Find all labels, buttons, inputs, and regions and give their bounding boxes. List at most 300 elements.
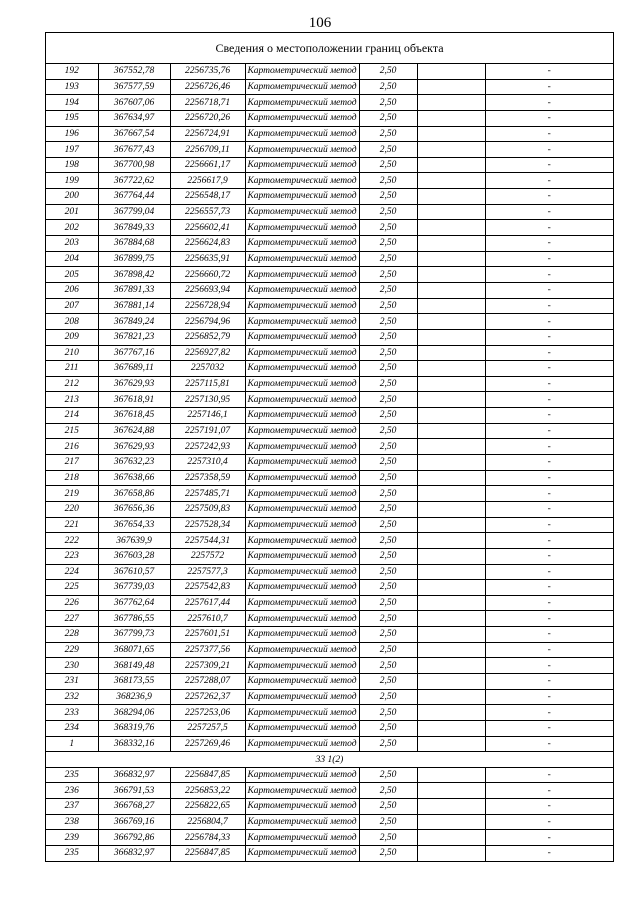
table-row <box>46 79 613 95</box>
cell-extra <box>417 658 485 674</box>
cell-method: Картометрический метод <box>245 517 359 533</box>
table-row <box>46 455 613 471</box>
table-row <box>46 642 613 658</box>
cell-x-coordinate: 367624,88 <box>98 423 170 439</box>
cell-x-coordinate: 367632,23 <box>98 455 170 471</box>
cell-y-coordinate: 2257191,07 <box>170 423 245 439</box>
cell-point-number: 210 <box>46 345 98 361</box>
cell-precision: 2,50 <box>359 627 417 643</box>
cell-method: Картометрический метод <box>245 799 359 815</box>
cell-x-coordinate: 366832,97 <box>98 767 170 783</box>
cell-method: Картометрический метод <box>245 548 359 564</box>
cell-precision: 2,50 <box>359 79 417 95</box>
cell-precision: 2,50 <box>359 689 417 705</box>
cell-y-coordinate: 2256822,65 <box>170 799 245 815</box>
cell-extra <box>417 267 485 283</box>
cell-precision: 2,50 <box>359 345 417 361</box>
cell-x-coordinate: 367629,93 <box>98 376 170 392</box>
cell-note: - <box>485 189 613 205</box>
cell-extra <box>417 548 485 564</box>
cell-x-coordinate: 367656,36 <box>98 501 170 517</box>
table-row <box>46 783 613 799</box>
cell-x-coordinate: 367764,44 <box>98 189 170 205</box>
table-row <box>46 236 613 252</box>
cell-precision: 2,50 <box>359 329 417 345</box>
cell-y-coordinate: 2257262,37 <box>170 689 245 705</box>
cell-extra <box>417 236 485 252</box>
cell-note: - <box>485 767 613 783</box>
cell-y-coordinate: 2257257,5 <box>170 720 245 736</box>
cell-y-coordinate: 2257544,31 <box>170 533 245 549</box>
cell-method: Картометрический метод <box>245 611 359 627</box>
cell-point-number: 193 <box>46 79 98 95</box>
cell-note: - <box>485 580 613 596</box>
cell-y-coordinate: 2257617,44 <box>170 595 245 611</box>
cell-x-coordinate: 366769,16 <box>98 814 170 830</box>
section-row <box>46 752 613 768</box>
cell-x-coordinate: 367849,33 <box>98 220 170 236</box>
cell-precision: 2,50 <box>359 564 417 580</box>
cell-method: Картометрический метод <box>245 627 359 643</box>
cell-point-number: 195 <box>46 110 98 126</box>
cell-y-coordinate: 2257309,21 <box>170 658 245 674</box>
cell-point-number: 226 <box>46 595 98 611</box>
cell-method: Картометрический метод <box>245 314 359 330</box>
cell-note: - <box>485 486 613 502</box>
table-row <box>46 470 613 486</box>
cell-method: Картометрический метод <box>245 705 359 721</box>
table-row <box>46 580 613 596</box>
cell-extra <box>417 799 485 815</box>
cell-note: - <box>485 110 613 126</box>
cell-method: Картометрический метод <box>245 329 359 345</box>
cell-note: - <box>485 142 613 158</box>
table-row <box>46 846 613 861</box>
cell-x-coordinate: 367898,42 <box>98 267 170 283</box>
cell-method: Картометрический метод <box>245 345 359 361</box>
table-row <box>46 517 613 533</box>
cell-extra <box>417 673 485 689</box>
cell-extra <box>417 455 485 471</box>
table-row <box>46 501 613 517</box>
cell-precision: 2,50 <box>359 157 417 173</box>
cell-note: - <box>485 736 613 752</box>
cell-point-number: 219 <box>46 486 98 502</box>
cell-note: - <box>485 236 613 252</box>
cell-y-coordinate: 2257509,83 <box>170 501 245 517</box>
cell-extra <box>417 611 485 627</box>
cell-note: - <box>485 314 613 330</box>
cell-point-number: 217 <box>46 455 98 471</box>
table-row <box>46 189 613 205</box>
cell-extra <box>417 846 485 861</box>
cell-x-coordinate: 368332,16 <box>98 736 170 752</box>
cell-precision: 2,50 <box>359 267 417 283</box>
cell-x-coordinate: 367767,16 <box>98 345 170 361</box>
cell-x-coordinate: 367799,04 <box>98 204 170 220</box>
cell-point-number: 221 <box>46 517 98 533</box>
table-row <box>46 126 613 142</box>
cell-method: Картометрический метод <box>245 157 359 173</box>
cell-extra <box>417 110 485 126</box>
cell-note: - <box>485 658 613 674</box>
cell-y-coordinate: 2256693,94 <box>170 282 245 298</box>
cell-y-coordinate: 2257485,71 <box>170 486 245 502</box>
cell-method: Картометрический метод <box>245 673 359 689</box>
cell-point-number: 214 <box>46 408 98 424</box>
cell-precision: 2,50 <box>359 830 417 846</box>
table-row <box>46 814 613 830</box>
cell-x-coordinate: 368149,48 <box>98 658 170 674</box>
cell-y-coordinate: 2256852,79 <box>170 329 245 345</box>
cell-y-coordinate: 2256847,85 <box>170 846 245 861</box>
cell-method: Картометрический метод <box>245 423 359 439</box>
cell-y-coordinate: 2257358,59 <box>170 470 245 486</box>
cell-point-number: 206 <box>46 282 98 298</box>
cell-y-coordinate: 2257146,1 <box>170 408 245 424</box>
cell-y-coordinate: 2256718,71 <box>170 95 245 111</box>
cell-method: Картометрический метод <box>245 564 359 580</box>
cell-point-number: 1 <box>46 736 98 752</box>
cell-x-coordinate: 367762,64 <box>98 595 170 611</box>
cell-x-coordinate: 367821,23 <box>98 329 170 345</box>
cell-x-coordinate: 367552,78 <box>98 64 170 79</box>
cell-extra <box>417 298 485 314</box>
cell-extra <box>417 814 485 830</box>
cell-method: Картометрический метод <box>245 486 359 502</box>
cell-x-coordinate: 367618,91 <box>98 392 170 408</box>
cell-point-number: 204 <box>46 251 98 267</box>
table-row <box>46 658 613 674</box>
cell-note: - <box>485 95 613 111</box>
cell-precision: 2,50 <box>359 95 417 111</box>
cell-y-coordinate: 2256720,26 <box>170 110 245 126</box>
table-row <box>46 282 613 298</box>
cell-extra <box>417 595 485 611</box>
cell-method: Картометрический метод <box>245 189 359 205</box>
cell-method: Картометрический метод <box>245 439 359 455</box>
cell-y-coordinate: 2256804,7 <box>170 814 245 830</box>
cell-note: - <box>485 501 613 517</box>
cell-point-number: 198 <box>46 157 98 173</box>
cell-method: Картометрический метод <box>245 95 359 111</box>
cell-y-coordinate: 2257542,83 <box>170 580 245 596</box>
cell-note: - <box>485 846 613 861</box>
cell-x-coordinate: 368173,55 <box>98 673 170 689</box>
cell-extra <box>417 314 485 330</box>
table-row <box>46 673 613 689</box>
cell-point-number: 208 <box>46 314 98 330</box>
cell-method: Картометрический метод <box>245 79 359 95</box>
cell-precision: 2,50 <box>359 376 417 392</box>
cell-point-number: 220 <box>46 501 98 517</box>
table-title: Сведения о местоположении границ объекта <box>46 33 613 64</box>
cell-note: - <box>485 392 613 408</box>
table-row <box>46 830 613 846</box>
cell-extra <box>417 767 485 783</box>
cell-x-coordinate: 367629,93 <box>98 439 170 455</box>
cell-precision: 2,50 <box>359 314 417 330</box>
cell-note: - <box>485 455 613 471</box>
cell-note: - <box>485 251 613 267</box>
cell-precision: 2,50 <box>359 408 417 424</box>
cell-precision: 2,50 <box>359 705 417 721</box>
cell-extra <box>417 689 485 705</box>
cell-precision: 2,50 <box>359 736 417 752</box>
cell-note: - <box>485 470 613 486</box>
cell-extra <box>417 204 485 220</box>
cell-method: Картометрический метод <box>245 658 359 674</box>
cell-point-number: 238 <box>46 814 98 830</box>
cell-y-coordinate: 2256617,9 <box>170 173 245 189</box>
cell-x-coordinate: 367577,59 <box>98 79 170 95</box>
cell-note: - <box>485 814 613 830</box>
cell-method: Картометрический метод <box>245 580 359 596</box>
cell-y-coordinate: 2257601,51 <box>170 627 245 643</box>
cell-method: Картометрический метод <box>245 501 359 517</box>
cell-point-number: 235 <box>46 767 98 783</box>
cell-point-number: 237 <box>46 799 98 815</box>
cell-y-coordinate: 2256794,96 <box>170 314 245 330</box>
table-row <box>46 361 613 377</box>
cell-y-coordinate: 2256724,91 <box>170 126 245 142</box>
cell-y-coordinate: 2257253,06 <box>170 705 245 721</box>
cell-note: - <box>485 298 613 314</box>
cell-precision: 2,50 <box>359 298 417 314</box>
cell-precision: 2,50 <box>359 533 417 549</box>
cell-method: Картометрический метод <box>245 736 359 752</box>
cell-precision: 2,50 <box>359 611 417 627</box>
cell-y-coordinate: 2256602,41 <box>170 220 245 236</box>
cell-x-coordinate: 367607,06 <box>98 95 170 111</box>
cell-method: Картометрический метод <box>245 408 359 424</box>
cell-method: Картометрический метод <box>245 251 359 267</box>
table-row <box>46 173 613 189</box>
cell-note: - <box>485 423 613 439</box>
cell-y-coordinate: 2257310,4 <box>170 455 245 471</box>
cell-point-number: 228 <box>46 627 98 643</box>
table-row <box>46 64 613 79</box>
cell-extra <box>417 486 485 502</box>
cell-extra <box>417 642 485 658</box>
cell-point-number: 205 <box>46 267 98 283</box>
cell-y-coordinate: 2256784,33 <box>170 830 245 846</box>
cell-method: Картометрический метод <box>245 846 359 861</box>
cell-precision: 2,50 <box>359 595 417 611</box>
cell-precision: 2,50 <box>359 658 417 674</box>
cell-point-number: 225 <box>46 580 98 596</box>
cell-precision: 2,50 <box>359 220 417 236</box>
cell-extra <box>417 173 485 189</box>
cell-point-number: 232 <box>46 689 98 705</box>
cell-y-coordinate: 2256661,17 <box>170 157 245 173</box>
cell-y-coordinate: 2257288,07 <box>170 673 245 689</box>
cell-precision: 2,50 <box>359 173 417 189</box>
cell-note: - <box>485 439 613 455</box>
cell-extra <box>417 423 485 439</box>
table-row <box>46 298 613 314</box>
cell-note: - <box>485 126 613 142</box>
table-row <box>46 376 613 392</box>
cell-method: Картометрический метод <box>245 595 359 611</box>
cell-extra <box>417 345 485 361</box>
cell-point-number: 197 <box>46 142 98 158</box>
cell-note: - <box>485 220 613 236</box>
cell-point-number: 196 <box>46 126 98 142</box>
cell-point-number: 239 <box>46 830 98 846</box>
cell-method: Картометрический метод <box>245 220 359 236</box>
cell-extra <box>417 95 485 111</box>
table-row <box>46 627 613 643</box>
table-row <box>46 689 613 705</box>
cell-extra <box>417 830 485 846</box>
cell-point-number: 216 <box>46 439 98 455</box>
cell-x-coordinate: 367722,62 <box>98 173 170 189</box>
cell-precision: 2,50 <box>359 799 417 815</box>
table-row <box>46 564 613 580</box>
table-row <box>46 736 613 752</box>
cell-x-coordinate: 367849,24 <box>98 314 170 330</box>
cell-extra <box>417 220 485 236</box>
cell-point-number: 234 <box>46 720 98 736</box>
cell-method: Картометрический метод <box>245 142 359 158</box>
cell-point-number: 209 <box>46 329 98 345</box>
table-row <box>46 110 613 126</box>
cell-x-coordinate: 367603,28 <box>98 548 170 564</box>
cell-y-coordinate: 2257377,56 <box>170 642 245 658</box>
table-row <box>46 267 613 283</box>
cell-method: Картометрический метод <box>245 392 359 408</box>
cell-extra <box>417 705 485 721</box>
cell-note: - <box>485 830 613 846</box>
cell-method: Картометрический метод <box>245 236 359 252</box>
cell-y-coordinate: 2257577,3 <box>170 564 245 580</box>
cell-method: Картометрический метод <box>245 298 359 314</box>
cell-point-number: 211 <box>46 361 98 377</box>
table-row <box>46 251 613 267</box>
cell-method: Картометрический метод <box>245 204 359 220</box>
cell-precision: 2,50 <box>359 142 417 158</box>
cell-method: Картометрический метод <box>245 720 359 736</box>
cell-method: Картометрический метод <box>245 110 359 126</box>
cell-x-coordinate: 367658,86 <box>98 486 170 502</box>
cell-method: Картометрический метод <box>245 642 359 658</box>
page-number: 106 <box>308 15 332 31</box>
cell-x-coordinate: 367689,11 <box>98 361 170 377</box>
cell-point-number: 202 <box>46 220 98 236</box>
cell-x-coordinate: 367891,33 <box>98 282 170 298</box>
cell-x-coordinate: 368071,65 <box>98 642 170 658</box>
cell-note: - <box>485 79 613 95</box>
cell-method: Картометрический метод <box>245 173 359 189</box>
cell-y-coordinate: 2257610,7 <box>170 611 245 627</box>
cell-y-coordinate: 2256728,94 <box>170 298 245 314</box>
cell-x-coordinate: 366791,53 <box>98 783 170 799</box>
cell-x-coordinate: 368294,06 <box>98 705 170 721</box>
cell-note: - <box>485 689 613 705</box>
cell-extra <box>417 282 485 298</box>
cell-point-number: 213 <box>46 392 98 408</box>
cell-precision: 2,50 <box>359 846 417 861</box>
cell-y-coordinate: 2256726,46 <box>170 79 245 95</box>
cell-precision: 2,50 <box>359 236 417 252</box>
cell-extra <box>417 783 485 799</box>
cell-precision: 2,50 <box>359 673 417 689</box>
cell-extra <box>417 564 485 580</box>
cell-y-coordinate: 2257528,34 <box>170 517 245 533</box>
cell-method: Картометрический метод <box>245 282 359 298</box>
table-row <box>46 533 613 549</box>
cell-x-coordinate: 367799,73 <box>98 627 170 643</box>
cell-extra <box>417 408 485 424</box>
cell-point-number: 231 <box>46 673 98 689</box>
cell-method: Картометрический метод <box>245 376 359 392</box>
cell-precision: 2,50 <box>359 361 417 377</box>
cell-method: Картометрический метод <box>245 470 359 486</box>
cell-precision: 2,50 <box>359 189 417 205</box>
cell-y-coordinate: 2256624,83 <box>170 236 245 252</box>
cell-precision: 2,50 <box>359 204 417 220</box>
cell-precision: 2,50 <box>359 486 417 502</box>
cell-point-number: 235 <box>64 848 79 859</box>
cell-extra <box>417 329 485 345</box>
cell-method: Картометрический метод <box>245 814 359 830</box>
cell-x-coordinate: 367638,66 <box>98 470 170 486</box>
cell-note: - <box>485 548 613 564</box>
cell-note: - <box>485 799 613 815</box>
cell-method: Картометрический метод <box>245 126 359 142</box>
cell-y-coordinate: 2256635,91 <box>170 251 245 267</box>
table-row <box>46 392 613 408</box>
cell-x-coordinate: 367618,45 <box>98 408 170 424</box>
cell-precision: 2,50 <box>359 439 417 455</box>
table-row <box>46 142 613 158</box>
table-row <box>46 548 613 564</box>
cell-precision: 2,50 <box>359 517 417 533</box>
cell-precision: 2,50 <box>359 720 417 736</box>
cell-precision: 2,50 <box>359 814 417 830</box>
cell-extra <box>417 79 485 95</box>
cell-y-coordinate: 2256735,76 <box>170 64 245 79</box>
cell-extra <box>417 142 485 158</box>
boundary-table-sheet <box>45 32 614 862</box>
cell-precision: 2,50 <box>359 392 417 408</box>
cell-extra <box>417 251 485 267</box>
cell-method: Картометрический метод <box>245 64 359 79</box>
cell-point-number: 200 <box>46 189 98 205</box>
table-row <box>46 345 613 361</box>
cell-precision: 2,50 <box>359 580 417 596</box>
cell-note: - <box>485 533 613 549</box>
cell-precision: 2,50 <box>359 783 417 799</box>
table-row <box>46 705 613 721</box>
cell-extra <box>417 439 485 455</box>
table-row <box>46 329 613 345</box>
cell-y-coordinate: 2257130,95 <box>170 392 245 408</box>
cell-precision: 2,50 <box>359 501 417 517</box>
cell-x-coordinate: 367667,54 <box>98 126 170 142</box>
cell-method: Картометрический метод <box>245 767 359 783</box>
cell-method: Картометрический метод <box>245 783 359 799</box>
cell-y-coordinate: 2256660,72 <box>170 267 245 283</box>
cell-note: - <box>485 611 613 627</box>
cell-point-number: 223 <box>46 548 98 564</box>
cell-y-coordinate: 2256709,11 <box>170 142 245 158</box>
cell-precision: 2,50 <box>359 767 417 783</box>
cell-extra <box>417 517 485 533</box>
cell-note: - <box>485 642 613 658</box>
cell-note: - <box>485 705 613 721</box>
